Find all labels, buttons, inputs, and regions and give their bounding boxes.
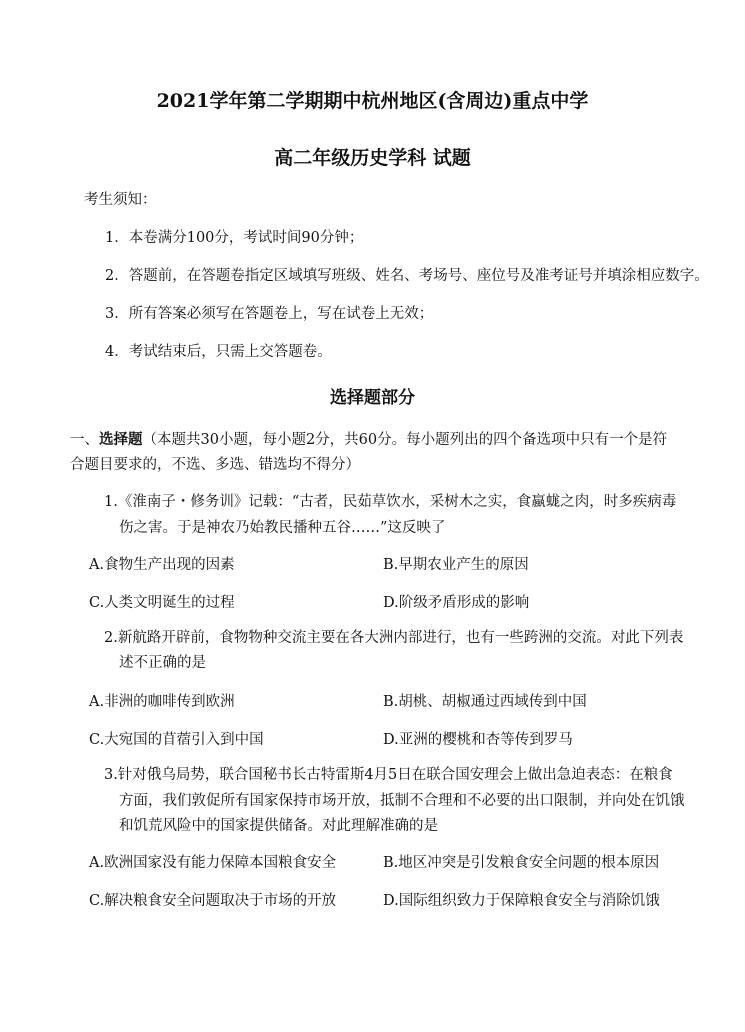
intro-bold: 选择题 — [99, 431, 143, 448]
page-subtitle: 高二年级历史学科 试题 — [274, 147, 471, 169]
q3-option-a: A.欧洲国家没有能力保障本国粮食安全 — [89, 855, 337, 871]
q1-option-c: C.人类文明诞生的过程 — [89, 595, 235, 611]
q2-option-d: D.亚洲的樱桃和杏等传到罗马 — [383, 732, 573, 748]
q3-stem-line1: 3.针对俄乌局势，联合国秘书长古特雷斯4月5日在联合国安理会上做出急迫表态：在粮食 — [104, 767, 673, 783]
q3-option-c: C.解决粮食安全问题取决于市场的开放 — [89, 893, 337, 909]
notice-item-1: 1．本卷满分100分，考试时间90分钟； — [105, 230, 364, 246]
intro-text: （本题共30小题，每小题2分，共60分。每小题列出的四个备选项中只有一个是符 — [142, 432, 668, 448]
q1-stem-line2: 伤之害。于是神农乃始教民播种五谷……”这反映了 — [119, 520, 446, 536]
q1-option-a: A.食物生产出现的因素 — [89, 557, 235, 573]
page-title: 2021学年第二学期期中杭州地区(含周边)重点中学 — [156, 90, 589, 112]
notice-item-3: 3．所有答案必须写在答题卷上，写在试卷上无效； — [105, 306, 434, 322]
q1-option-b: B.早期农业产生的原因 — [383, 557, 529, 573]
q2-stem-line2: 述不正确的是 — [119, 655, 206, 671]
q1-option-d: D.阶级矛盾形成的影响 — [383, 595, 530, 611]
section-title: 选择题部分 — [330, 388, 415, 408]
q3-stem-line3: 和饥荒风险中的国家提供储备。对此理解准确的是 — [119, 818, 438, 834]
q3-stem-line2: 方面，我们敦促所有国家保持市场开放，抵制不合理和不必要的出口限制，并向处在饥饿 — [119, 793, 685, 809]
q2-option-a: A.非洲的咖啡传到欧洲 — [89, 694, 235, 710]
q2-stem-line1: 2.新航路开辟前，食物物种交流主要在各大洲内部进行，也有一些跨洲的交流。对此下列表 — [104, 630, 684, 646]
q2-option-b: B.胡桃、胡椒通过西域传到中国 — [383, 694, 587, 710]
section-intro-line2: 合题目要求的，不选、多选、错选均不得分） — [70, 457, 360, 473]
notice-item-4: 4．考试结束后，只需上交答题卷。 — [105, 344, 332, 360]
notice-heading: 考生须知： — [84, 192, 157, 208]
notice-item-2: 2．答题前，在答题卷指定区域填写班级、姓名、考场号、座位号及准考证号并填涂相应数字。 — [105, 268, 709, 284]
q1-stem-line1: 1.《淮南子・修务训》记载：“古者，民茹草饮水，采树木之实，食蠃蛖之肉，时多疾病毒 — [104, 494, 677, 510]
section-intro-line1 — [70, 430, 667, 450]
intro-prefix: 一、 — [70, 432, 99, 448]
q2-option-c: C.大宛国的苜蓿引入到中国 — [89, 732, 264, 748]
q3-option-d: D.国际组织致力于保障粮食安全与消除饥饿 — [383, 893, 660, 909]
q3-option-b: B.地区冲突是引发粮食安全问题的根本原因 — [383, 855, 660, 871]
